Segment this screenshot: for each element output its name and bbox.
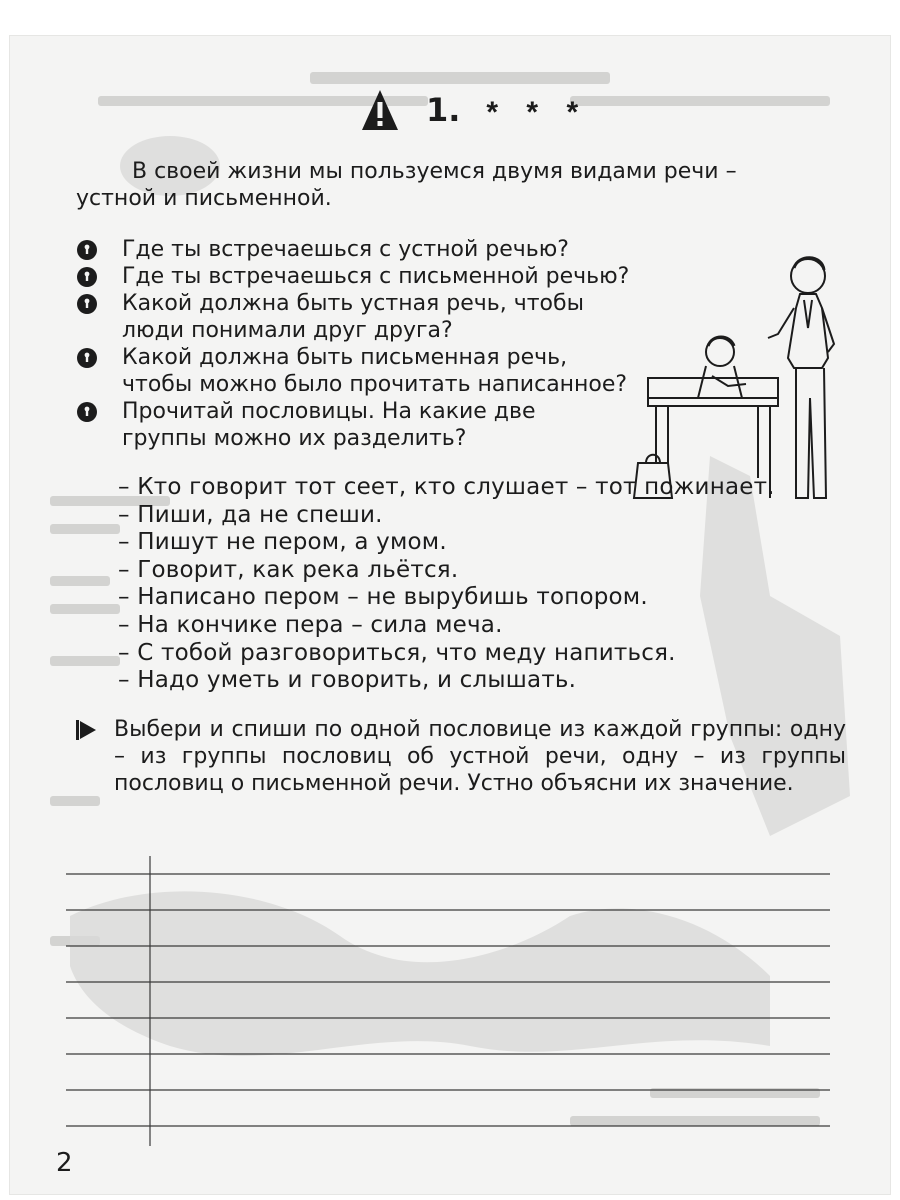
dot-circle-icon [76,401,98,423]
question-item [76,344,696,398]
question-item [76,236,696,263]
question-line: люди понимали друг друга? [122,318,453,343]
question-item [76,263,696,290]
proverb-item: – Написано пером – не вырубишь топором. [118,584,648,611]
task-instruction [76,716,846,797]
proverb-item: – Надо уметь и говорить, и слышать. [118,667,577,694]
question-line: Какой должна быть устная речь, чтобы [122,291,584,316]
proverb-list [118,474,878,695]
proverb-item: – Пиши, да не спеши. [118,501,383,528]
teacher-and-pupil-illustration [628,248,848,510]
page-number: 2 [56,1148,73,1178]
writing-lines [66,856,830,1156]
dot-circle-icon [76,347,98,369]
proverb-item: – С тобой разговориться, что меду напиться. [118,639,676,666]
arrow-right-icon [76,720,96,740]
proverb-item: – Кто говорит тот сеет, кто слушает – тот пожинает. [118,474,775,500]
task-text: Выбери и спиши по одной пословице из каждой группы: одну – из группы пословиц об устной речи, одну – из группы пословиц о письменной речи. Устно объясни их значение. [114,717,846,796]
question-line: чтобы можно было прочитать написанное? [122,372,628,397]
intro-line: устной и письменной. [76,186,332,211]
proverb-item: – Говорит, как река льётся. [118,556,459,583]
question-line: Где ты встречаешься с устной речью? [122,237,569,262]
proverb-item: – На кончике пера – сила меча. [118,611,503,638]
question-list [76,236,696,452]
dot-circle-icon [76,266,98,288]
textbook-page [10,36,890,1194]
intro-line: В своей жизни мы пользуемся двумя видами речи – [132,159,737,184]
question-line: Какой должна быть письменная речь, [122,345,568,370]
warning-triangle-icon [360,88,400,132]
intro-text [76,158,866,212]
exercise-header [360,88,588,132]
question-item [76,290,696,344]
difficulty-stars: * * * [486,96,589,129]
question-item [76,398,696,452]
exercise-number: 1. [426,91,461,129]
question-line: группы можно их разделить? [122,426,467,451]
dot-circle-icon [76,293,98,315]
proverb-item: – Пишут не пером, а умом. [118,529,447,556]
question-line: Где ты встречаешься с письменной речью? [122,264,630,289]
dot-circle-icon [76,239,98,261]
question-line: Прочитай пословицы. На какие две [122,399,536,424]
